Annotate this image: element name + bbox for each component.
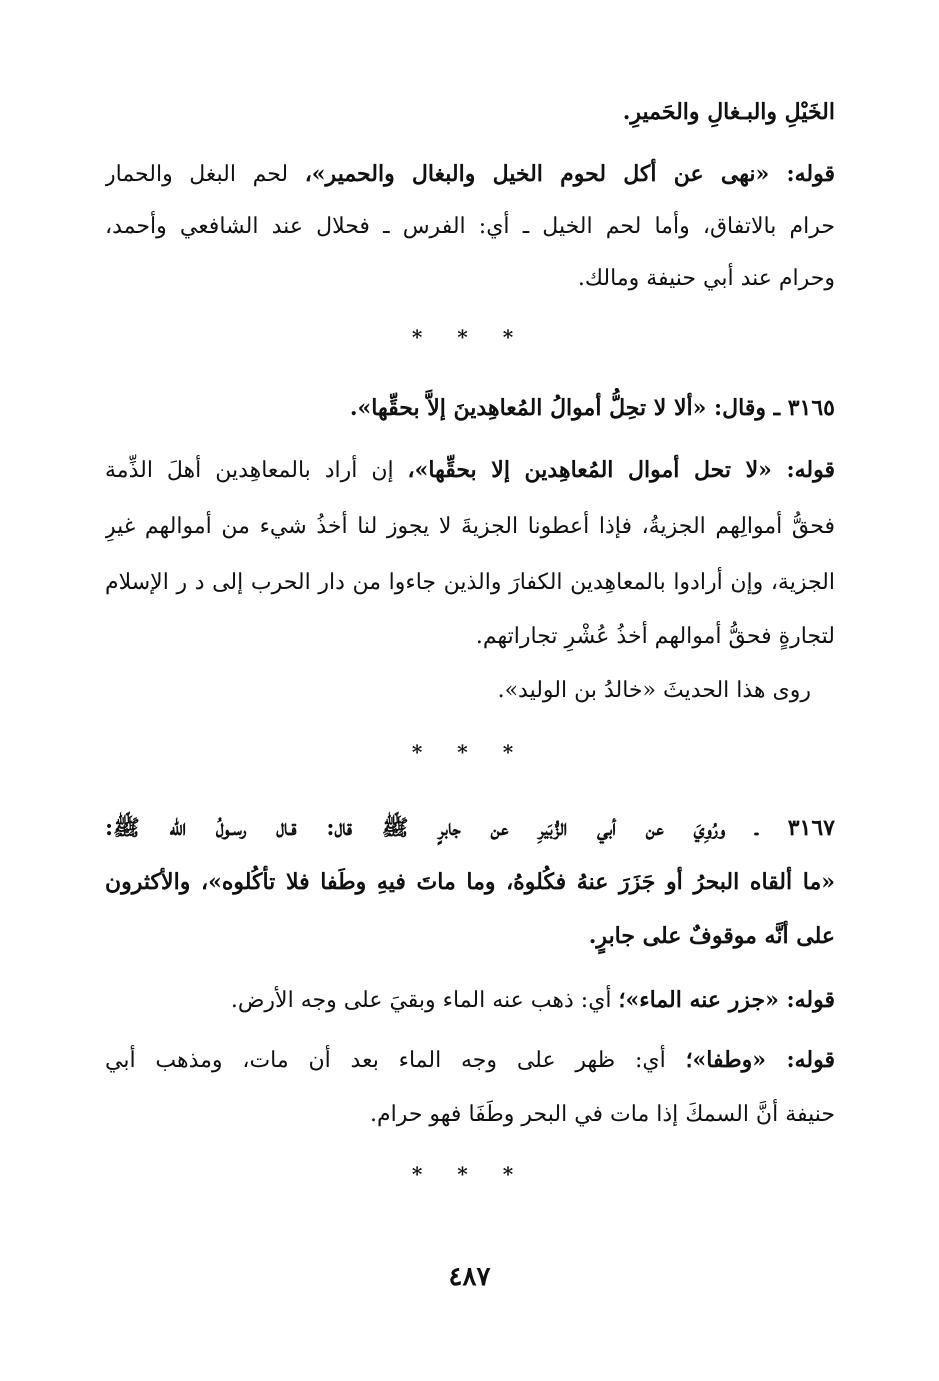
- line-5-bold: ٣١٦٥ ـ وقال: «ألا لا تحِلُّ أموالُ المُعاهِدينَ إلاَّ بحقِّها».: [349, 395, 835, 421]
- text-line-3: [105, 206, 835, 247]
- line-9-text: لتجارةٍ فحقُّ أموالهم أخذُ عُشْرِ تجاراتهم.: [475, 624, 835, 649]
- line-14-bold: قوله: «جزر عنه الماء»؛: [618, 987, 835, 1013]
- text-line-10: [81, 670, 811, 711]
- text-line-1: [105, 92, 835, 133]
- section-separator-2: * * *: [411, 740, 528, 764]
- line-6-bold: قوله: «لا تحل أموال المُعاهِدين إلا بحقِّها»،: [407, 457, 835, 483]
- text-line-4: [105, 258, 835, 299]
- line-15-bold: قوله: «وطفا»؛: [685, 1047, 835, 1073]
- line-2-text: لحم البغل والحمار: [105, 162, 305, 187]
- text-line-14: [105, 980, 835, 1021]
- line-2-bold: قوله: «نهى عن أكل لحوم الخيل والبغال والحمير»،: [304, 161, 835, 187]
- page-number: ٤٨٧: [448, 1262, 491, 1292]
- section-separator-1: * * *: [411, 325, 528, 349]
- line-4-text: وحرام عند أبي حنيفة ومالك.: [577, 266, 835, 291]
- text-line-15: [105, 1040, 835, 1081]
- line-11-bold: ٣١٦٧ ـ ورُوِيَ عن أبي الزُّبَيرِ عن جابرٍ ﷺ قال: قـال رسـولُ الله ﷺ:: [105, 815, 835, 841]
- text-line-2: [105, 154, 835, 195]
- section-separator-3: * * *: [411, 1162, 528, 1186]
- line-8-text: الجزية، وإن أرادوا بالمعاهِدين الكفارَ والذين جاءوا من دار الحرب إلى د ر الإسلام: [105, 570, 835, 595]
- text-line-7: [105, 506, 835, 547]
- text-line-8: [105, 562, 835, 603]
- text-line-9: [105, 616, 835, 657]
- line-13-bold: على أنَّه موقوفٌ على جابرٍ.: [588, 923, 835, 949]
- line-14-text: أي: ذهب عنه الماء وبقيَ على وجه الأرض.: [230, 988, 619, 1013]
- line-15-text: أي: ظهر على وجه الماء بعد أن مات، ومذهب أبي: [105, 1048, 686, 1073]
- text-line-12: [105, 862, 835, 903]
- line-6-text: إن أراد بالمعاهِدين أهلَ الذِّمة: [105, 458, 408, 483]
- line-12-bold: «ما ألقاه البحرُ أو جَزَرَ عنهُ فكُلوهُ، وما ماتَ فيهِ وطَفا فلا تأكُلوه»، والأكثرون: [105, 869, 835, 895]
- text-line-16: [105, 1094, 835, 1135]
- line-10-text: روى هذا الحديثَ «خالدُ بن الوليد».: [497, 678, 811, 703]
- text-line-13: [105, 916, 835, 957]
- hadith-3167: [105, 808, 835, 849]
- line-1-bold: الخَيْلِ والبـغالِ والحَميرِ.: [622, 99, 835, 125]
- line-7-text: فحقُّ أموالِهم الجزيةُ، فإذا أعطونا الجزيةَ لا يجوز لنا أخذُ شيء من أموالهم غيرِ: [105, 514, 835, 539]
- line-16-text: حنيفة أنَّ السمكَ إذا مات في البحر وطَفَا فهو حرام.: [369, 1102, 835, 1127]
- line-3-text: حرام بالاتفاق، وأما لحم الخيل ـ أي: الفرس ـ فحلال عند الشافعي وأحمد،: [105, 214, 835, 239]
- text-line-6: [105, 450, 835, 491]
- hadith-3165: [105, 388, 835, 429]
